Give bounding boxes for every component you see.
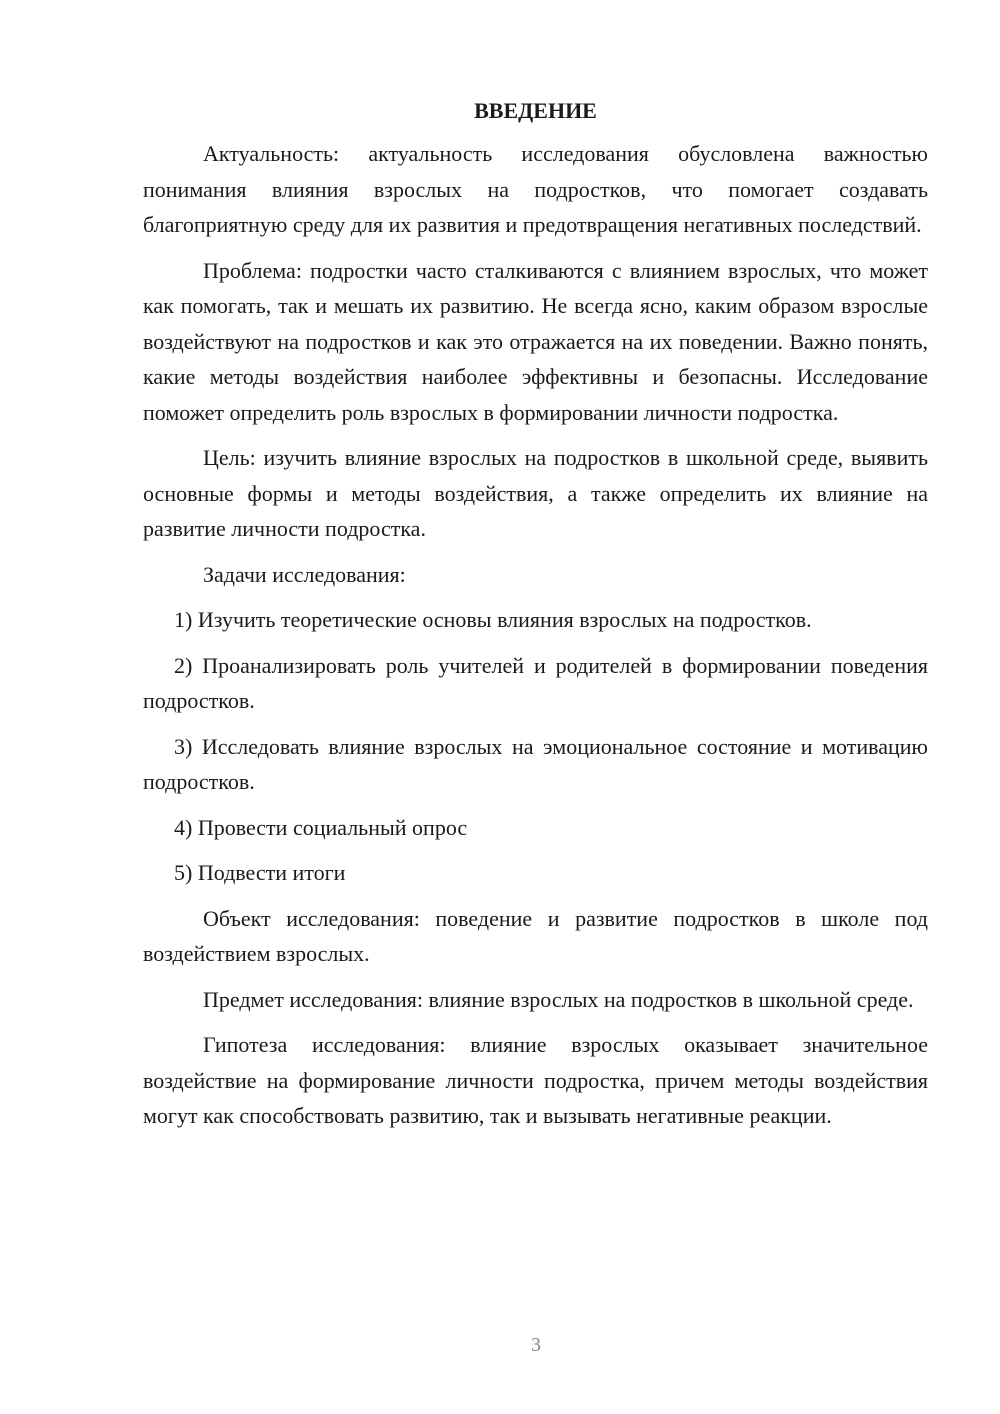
task-item-3: 3) Исследовать влияние взрослых на эмоциональное состояние и мотивацию подростков. <box>143 733 928 794</box>
page-title: ВВЕДЕНИЕ <box>474 98 597 123</box>
object-paragraph: Объект исследования: поведение и развитие подростков в школе под воздействием взрослых. <box>143 905 928 966</box>
problem-paragraph: Проблема: подростки часто сталкиваются с влиянием взрослых, что может как помогать, так и мешать их развитию. Не всегда ясно, каким образом взрослые воздействуют на подростков и как это отражается на их поведении. Важно понять, какие методы воздействия наиболее эффективны и безопасны. Исследование поможет определить роль взрослых в формировании личности подростка. <box>143 257 928 425</box>
task-item-4: 4) Провести социальный опрос <box>174 814 468 840</box>
page-content <box>143 96 928 1144</box>
relevance-paragraph: Актуальность: актуальность исследования обусловлена важностью понимания влияния взрослых на подростков, что помогает создавать благоприятную среду для их развития и предотвращения негативных последствий. <box>143 141 928 237</box>
task-item-1: 1) Изучить теоретические основы влияния взрослых на подростков. <box>174 607 812 632</box>
hypothesis-paragraph: Гипотеза исследования: влияние взрослых оказывает значительное воздействие на формирование личности подростка, причем методы воздействия могут как способствовать развитию, так и вызывать негативные реакции. <box>143 1032 928 1128</box>
tasks-heading: Задачи исследования: <box>203 561 406 587</box>
task-item-2: 2) Проанализировать роль учителей и родителей в формировании поведения подростков. <box>143 652 928 713</box>
subject-paragraph: Предмет исследования: влияние взрослых на подростков в школьной среде. <box>203 986 914 1012</box>
goal-paragraph: Цель: изучить влияние взрослых на подростков в школьной среде, выявить основные формы и методы воздействия, а также определить их влияние на развитие личности подростка. <box>143 445 928 541</box>
page-number: 3 <box>531 1334 541 1356</box>
task-item-5: 5) Подвести итоги <box>174 860 346 885</box>
